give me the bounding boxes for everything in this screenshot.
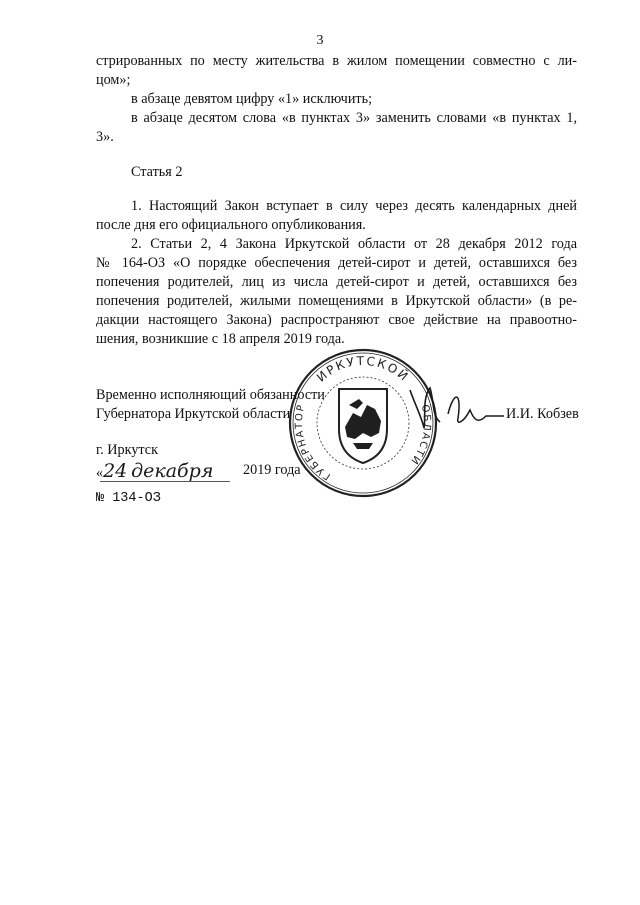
handwritten-signature	[400, 380, 510, 438]
seal-right-text: ОБЛАСТИ	[407, 403, 433, 467]
text-line: попечения родителей, жилыми помещениями в Иркутской области» (в ре-	[96, 293, 577, 309]
date-day: 24	[103, 460, 128, 482]
coat-of-arms-icon	[339, 389, 387, 463]
text-line: № 164-ОЗ «О порядке обеспечения детей-сирот и детей, оставшихся без	[96, 255, 577, 271]
text-line: цом»;	[96, 72, 131, 88]
seal-left-text: ГУБЕРНАТОР	[293, 402, 333, 482]
date-underline	[100, 480, 230, 483]
text-line: стрированных по месту жительства в жилом помещении совместно с ли-	[96, 53, 577, 69]
page-number: 3	[316, 33, 324, 48]
signatory-position-line2: Губернатора Иркутской области	[96, 406, 291, 422]
text-line: в абзаце девятом цифру «1» исключить;	[131, 91, 373, 107]
text-line: 1. Настоящий Закон вступает в силу через десять календарных дней	[131, 198, 577, 214]
date-year: 2019 года	[243, 462, 301, 478]
date-month: декабря	[131, 460, 214, 482]
text-line: дакции настоящего Закона) распространяют свое действие на правоотно-	[96, 312, 577, 328]
date-open-quote: «	[96, 465, 104, 481]
text-line: после дня его официального опубликования.	[96, 217, 366, 233]
text-line: попечения родителей, лиц из числа детей-сирот и детей, оставшихся без	[96, 274, 577, 290]
signatory-position-line1: Временно исполняющий обязанности	[96, 387, 325, 403]
text-line: 3».	[96, 129, 114, 145]
law-number: № 134-ОЗ	[96, 491, 161, 506]
text-line: 2. Статьи 2, 4 Закона Иркутской области от 28 декабря 2012 года	[131, 236, 577, 252]
seal-top-text: ИРКУТСКОЙ	[314, 353, 412, 385]
text-line: в абзаце десятом слова «в пунктах 3» заменить словами «в пунктах 1,	[131, 110, 577, 126]
signatory-name: И.И. Кобзев	[506, 406, 579, 422]
city-label: г. Иркутск	[96, 442, 158, 458]
text-line: шения, возникшие с 18 апреля 2019 года.	[96, 331, 345, 347]
article-title: Статья 2	[131, 164, 183, 180]
